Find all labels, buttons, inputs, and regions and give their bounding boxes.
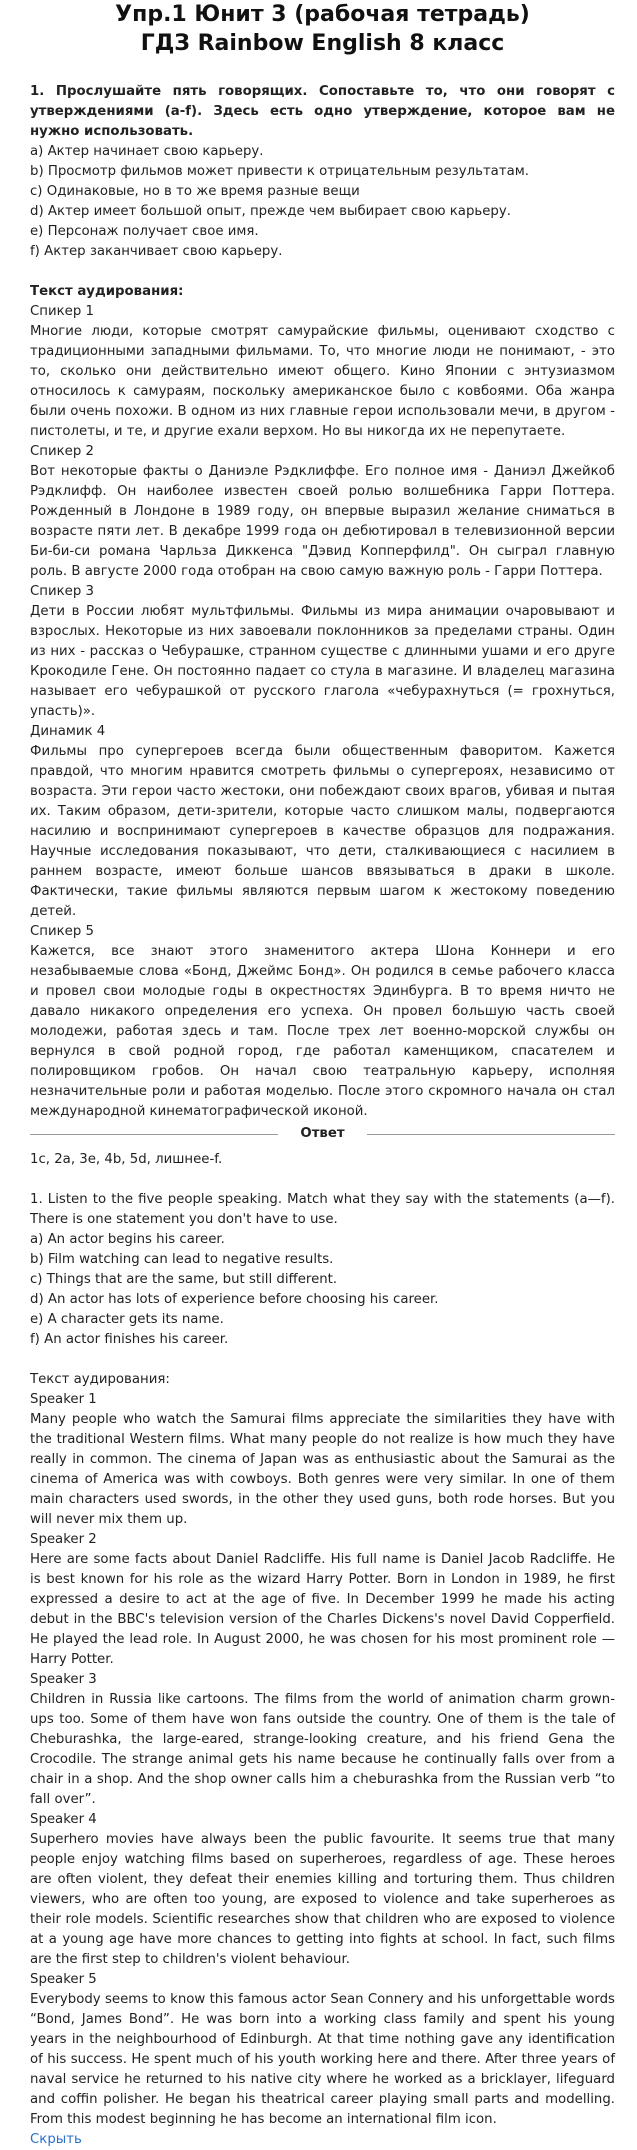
listening-ru bbox=[30, 282, 615, 1122]
speaker-text: Here are some facts about Daniel Radcliffe. His full name is Daniel Jacob Radcliffe. He is best known for his role as the wizard Harry Potter. Born in London in 1989, he first expressed a desire to act at the age of five. In December 1999 he made his acting debut in the BBC's television version of the Charles Dickens's novel David Copperfield. He played the lead role. In August 2000, he was chosen for his most prominent role — Harry Potter. bbox=[30, 1552, 615, 1667]
answer-separator-line-right bbox=[367, 1134, 615, 1135]
task-ru-statement: c) Одинаковые, но в то же время разные вещи bbox=[30, 184, 360, 199]
task-en-statement: e) A character gets its name. bbox=[30, 1312, 224, 1327]
listening-ru-heading: Текст аудирования: bbox=[30, 284, 184, 299]
task-ru-statement: a) Актер начинает свою карьеру. bbox=[30, 144, 264, 159]
task-en-statement: b) Film watching can lead to negative results. bbox=[30, 1252, 334, 1267]
speaker-label: Спикер 1 bbox=[30, 304, 94, 319]
task-en-statement: c) Things that are the same, but still different. bbox=[30, 1272, 338, 1287]
hide-link[interactable]: Скрыть bbox=[30, 2132, 82, 2147]
task-ru-statement: e) Персонаж получает свое имя. bbox=[30, 224, 259, 239]
speaker-text: Многие люди, которые смотрят самурайские фильмы, оценивают сходство с традиционными западными фильмами. То, что многие люди не понимают, - это то, сколько они действительно имеют общего. Кино Японии с энтузиазмом относилось к самураям, поскольку американское было с ковбоями. Оба жанра были очень похожи. В одном из них главные герои использовали мечи, в другом - пистолеты, и те, и другие ехали верхом. Но вы никогда их не перепутаете. bbox=[30, 324, 615, 439]
answer-separator bbox=[30, 1124, 615, 1144]
speaker-label: Speaker 3 bbox=[30, 1672, 97, 1687]
task-ru-statement: d) Актер имеет большой опыт, прежде чем выбирает свою карьеру. bbox=[30, 204, 511, 219]
speaker-text: Дети в России любят мультфильмы. Фильмы из мира анимации очаровывают и взрослых. Некоторые из них завоевали поклонников за пределами страны. Один из них - рассказ о Чебурашке, странном существе с длинными ушами и его друге Крокодиле Гене. Он постоянно падает со стула в магазине. И владелец магазина называет его чебурашкой от русского глагола «чебурахнуться (= грохнуться, упасть)». bbox=[30, 604, 615, 719]
listening-en bbox=[30, 1370, 615, 2130]
page-title-line-2: ГДЗ Rainbow English 8 класс bbox=[140, 31, 505, 56]
answer-text: 1с, 2a, 3e, 4b, 5d, лишнее-f. bbox=[30, 1152, 223, 1167]
page-title bbox=[30, 0, 615, 58]
speaker-label: Speaker 4 bbox=[30, 1812, 97, 1827]
speaker-label: Speaker 2 bbox=[30, 1532, 97, 1547]
speaker-label: Спикер 5 bbox=[30, 924, 94, 939]
task-en-statement: a) An actor begins his career. bbox=[30, 1232, 225, 1247]
task-ru-statement: b) Просмотр фильмов может привести к отрицательным результатам. bbox=[30, 164, 529, 179]
speaker-label: Динамик 4 bbox=[30, 724, 106, 739]
task-ru bbox=[30, 82, 615, 262]
listening-en-heading: Текст аудирования: bbox=[30, 1372, 170, 1387]
speaker-text: Superhero movies have always been the public favourite. It seems true that many people enjoy watching films based on superheroes, regardless of age. These heroes are often violent, they defeat their enemies killing and torturing them. Thus children viewers, who are often too young, are exposed to violence and take superheroes as their role models. Scientific researches show that children who are exposed to violence at a young age have more chances to getting into fights at school. In fact, such films are the first step to children's violent behaviour. bbox=[30, 1832, 615, 1967]
task-ru-statement: f) Актер заканчивает свою карьеру. bbox=[30, 244, 283, 259]
answer-separator-line-left bbox=[30, 1134, 278, 1135]
task-en-instruction: 1. Listen to the five people speaking. Match what they say with the statements (a—f). There is one statement you don't have to use. bbox=[30, 1192, 615, 1227]
answer-label: Ответ bbox=[300, 1126, 345, 1141]
task-en bbox=[30, 1190, 615, 1350]
task-en-statement: d) An actor has lots of experience before choosing his career. bbox=[30, 1292, 439, 1307]
speaker-label: Спикер 2 bbox=[30, 444, 94, 459]
speaker-text: Фильмы про супергероев всегда были общественным фаворитом. Кажется правдой, что многим нравится смотреть фильмы о супергероях, независимо от возраста. Эти герои часто жестоки, они побеждают своих врагов, убивая и пытая их. Таким образом, дети-зрители, которые часто слишком малы, подвергаются насилию и воспринимают супергероев в качестве образцов для подражания. Научные исследования показывают, что дети, сталкивающиеся с насилием в раннем возрасте, имеют больше шансов ввязываться в драки в школе. Фактически, такие фильмы являются первым шагом к жестокому поведению детей. bbox=[30, 744, 615, 919]
speaker-text: Many people who watch the Samurai films appreciate the similarities they have with the traditional Western films. What many people do not realize is how much they have really in common. The cinema of Japan was as enthusiastic about the Samurai as the cinema of America was with cowboys. Both genres were very similar. In one of them main characters used swords, in the other they used guns, both rode horses. But you will never mix them up. bbox=[30, 1412, 615, 1527]
page-title-line-1: Упр.1 Юнит 3 (рабочая тетрадь) bbox=[115, 2, 530, 27]
task-ru-instruction: 1. Прослушайте пять говорящих. Сопоставьте то, что они говорят с утверждениями (a-f). Здесь есть одно утверждение, которое вам не нужно использовать. bbox=[30, 84, 615, 139]
speaker-text: Everybody seems to know this famous actor Sean Connery and his unforgettable words “Bond, James Bond”. He was born into a working class family and spent his young years in the neighbourhood of Edinburgh. At that time nothing gave any identification of his success. He spent much of his youth working here and there. After three years of naval service he returned to his native city where he worked as a bricklayer, lifeguard and coffin polisher. He began his theatrical career playing small parts and modelling. From this modest beginning he has become an international film icon. bbox=[30, 1992, 615, 2127]
task-en-statement: f) An actor finishes his career. bbox=[30, 1332, 229, 1347]
speaker-label: Speaker 1 bbox=[30, 1392, 97, 1407]
speaker-text: Children in Russia like cartoons. The films from the world of animation charm grown-ups too. Some of them have won fans outside the country. One of them is the tale of Cheburashka, the large-eared, strange-looking creature, and his friend Gena the Crocodile. The strange animal gets his name because he continually falls over from a chair in a shop. And the shop owner calls him a cheburashka from the Russian verb “to fall over”. bbox=[30, 1692, 615, 1807]
speaker-text: Вот некоторые факты о Даниэле Рэдклиффе. Его полное имя - Даниэл Джейкоб Рэдклифф. Он наиболее известен своей ролью волшебника Гарри Поттера. Рожденный в Лондоне в 1989 году, он впервые выразил желание сниматься в возрасте пяти лет. В декабре 1999 года он дебютировал в телевизионной версии Би-би-си романа Чарльза Диккенса "Дэвид Копперфилд". Он сыграл главную роль. В августе 2000 года отобран на свою самую важную роль - Гарри Поттера. bbox=[30, 464, 615, 579]
speaker-text: Кажется, все знают этого знаменитого актера Шона Коннери и его незабываемые слова «Бонд, Джеймс Бонд». Он родился в семье рабочего класса и провел свои молодые годы в окрестностях Эдинбурга. В то время ничто не давало никакого определения его успеха. Он провел большую часть своей молодежи, работая здесь и там. После трех лет военно-морской службы он вернулся в свой родной город, где работал каменщиком, спасателем и полировщиком гробов. Он начал свою театральную карьеру, исполняя незначительные роли и работая моделью. После этого скромного начала он стал международной кинематографической иконой. bbox=[30, 944, 615, 1119]
speaker-label: Спикер 3 bbox=[30, 584, 94, 599]
speaker-label: Speaker 5 bbox=[30, 1972, 97, 1987]
